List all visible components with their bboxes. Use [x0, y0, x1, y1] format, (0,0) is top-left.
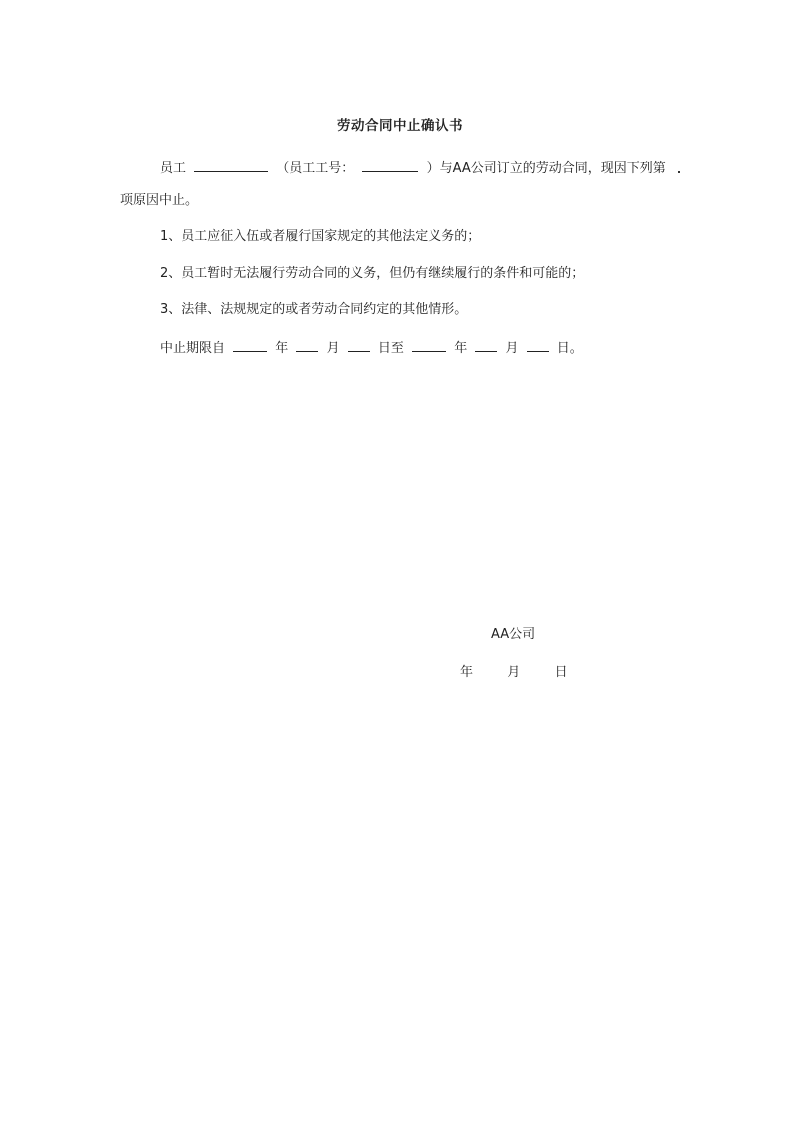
end-month-label: 月	[505, 341, 519, 356]
contract-clause-text: ）与AA公司订立的劳动合同，现因下列第	[426, 161, 666, 176]
signature-day-label: 日	[554, 665, 568, 680]
end-year-blank	[412, 338, 446, 352]
employee-id-blank	[362, 158, 418, 172]
start-day-blank	[348, 338, 370, 352]
reason-item-3: 3、法律、法规规定的或者劳动合同约定的其他情形。	[160, 302, 468, 317]
intro-line-1	[160, 158, 666, 176]
suspension-period-line	[160, 338, 583, 356]
end-day-blank	[527, 338, 549, 352]
company-signature: AA公司	[491, 627, 536, 642]
employee-name-blank	[194, 158, 268, 172]
employee-id-label: （员工工号：	[276, 161, 355, 176]
signature-year-label: 年	[460, 665, 474, 680]
intro-continuation: 项原因中止。	[120, 193, 199, 208]
signature-date	[460, 664, 568, 682]
start-month-label: 月	[326, 341, 340, 356]
end-month-blank	[475, 338, 497, 352]
start-month-blank	[296, 338, 318, 352]
end-year-label: 年	[454, 341, 468, 356]
start-day-to-label: 日至	[377, 341, 404, 356]
reason-item-2: 2、员工暂时无法履行劳动合同的义务，但仍有继续履行的条件和可能的；	[160, 266, 585, 281]
period-label: 中止期限自	[160, 341, 226, 356]
start-year-blank	[233, 338, 267, 352]
end-day-label: 日。	[556, 341, 583, 356]
employee-label: 员工	[160, 161, 187, 176]
reason-number-blank	[678, 171, 680, 173]
document-title: 劳动合同中止确认书	[337, 118, 463, 134]
signature-month-label: 月	[507, 665, 521, 680]
start-year-label: 年	[275, 341, 289, 356]
reason-item-1: 1、员工应征入伍或者履行国家规定的其他法定义务的；	[160, 229, 481, 244]
